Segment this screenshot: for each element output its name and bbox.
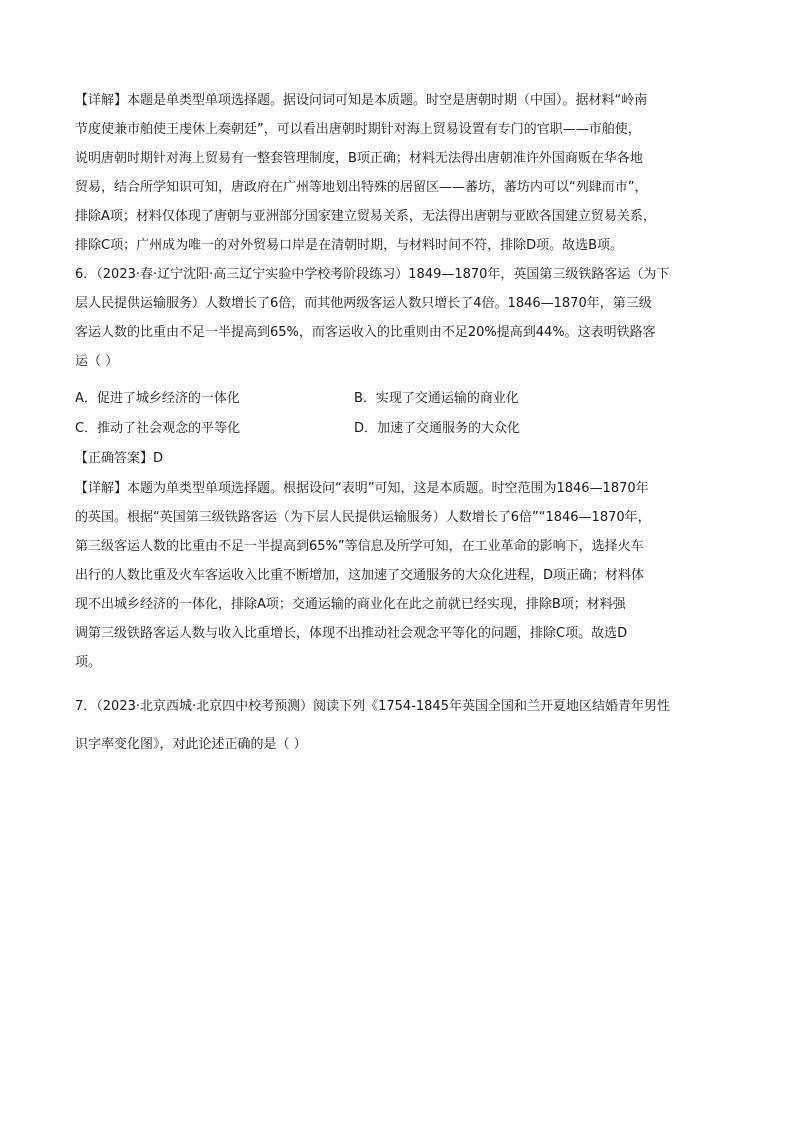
q6-stem [75, 260, 725, 376]
q6-options [75, 384, 725, 444]
q6-option-row [75, 384, 725, 414]
q5-explanation-line: 说明唐朝时期针对海上贸易有一整套管理制度，B项正确；材料无法得出唐朝准许外国商贩在华各地 [75, 151, 643, 166]
q7-stem-line: 7．（2023·北京西城·北京四中校考预测）阅读下列《1754-1845年英国全国和兰开夏地区结婚青年男性 [75, 699, 670, 714]
q6-explanation-line: 第三级客运人数的比重由不足一半提高到65%”等信息及所学可知，在工业革命的影响下，选择火车 [75, 539, 644, 554]
q6-option-a: A．促进了城乡经济的一体化 [75, 391, 240, 406]
q5-explanation-line: 贸易，结合所学知识可知，唐政府在广州等地划出特殊的居留区——蕃坊，蕃坊内可以“列肆而市”， [75, 180, 648, 195]
q6-answer: 【正确答案】D [75, 451, 164, 466]
q6-stem-line: 层人民提供运输服务）人数增长了6倍，而其他两级客运人数只增长了4倍。1846—1870年，第三级 [75, 296, 652, 311]
q6-option-b: B．实现了交通运输的商业化 [354, 391, 519, 406]
q6-explanation-line: 出行的人数比重及火车客运收入比重不断增加，这加速了交通服务的大众化进程，D项正确；材料体 [75, 568, 645, 583]
q5-explanation [75, 86, 725, 260]
q6-explanation-line: 项。 [75, 655, 102, 670]
q6-stem-line: 6．（2023·春·辽宁沈阳·高三辽宁实验中学校考阶段练习）1849—1870年，英国第三级铁路客运（为下 [75, 267, 670, 282]
q6-option-d: D．加速了交通服务的大众化 [354, 421, 521, 436]
q5-explanation-line: 【详解】本题是单类型单项选择题。据设问词可知是本质题。时空是唐朝时期（中国）。据材料“岭南 [75, 93, 648, 108]
q5-explanation-line: 排除C项；广州成为唯一的对外贸易口岸是在清朝时期，与材料时间不符，排除D项。故选B项。 [75, 238, 624, 253]
q6-stem-line: 客运人数的比重由不足一半提高到65%，而客运收入的比重则由不足20%提高到44%。这表明铁路客 [75, 325, 656, 340]
q6-explanation [75, 474, 725, 677]
q5-explanation-line: 排除A项；材料仅体现了唐朝与亚洲部分国家建立贸易关系，无法得出唐朝与亚欧各国建立贸易关系， [75, 209, 656, 224]
q7-stem-line: 识字率变化图》，对此论述正确的是（ ） [75, 737, 307, 752]
q6-stem-line: 运（ ） [75, 354, 119, 369]
q7-stem [75, 688, 725, 764]
q6-option-c: C．推动了社会观念的平等化 [75, 421, 241, 436]
q5-explanation-line: 节度使兼市舶使王虔休上奏朝廷”，可以看出唐朝时期针对海上贸易设置有专门的官职——市舶使， [75, 122, 641, 137]
q6-explanation-line: 调第三级铁路客运人数与收入比重增长，体现不出推动社会观念平等化的问题，排除C项。故选D [75, 626, 628, 641]
q6-explanation-line: 现不出城乡经济的一体化，排除A项；交通运输的商业化在此之前就已经实现，排除B项；材料强 [75, 597, 626, 612]
q6-explanation-line: 【详解】本题为单类型单项选择题。根据设问“表明”可知，这是本质题。时空范围为1846—1870年 [75, 481, 649, 496]
q6-explanation-line: 的英国。根据“英国第三级铁路客运（为下层人民提供运输服务）人数增长了6倍”“1846—1870年， [75, 510, 651, 525]
q6-option-row [75, 414, 725, 444]
